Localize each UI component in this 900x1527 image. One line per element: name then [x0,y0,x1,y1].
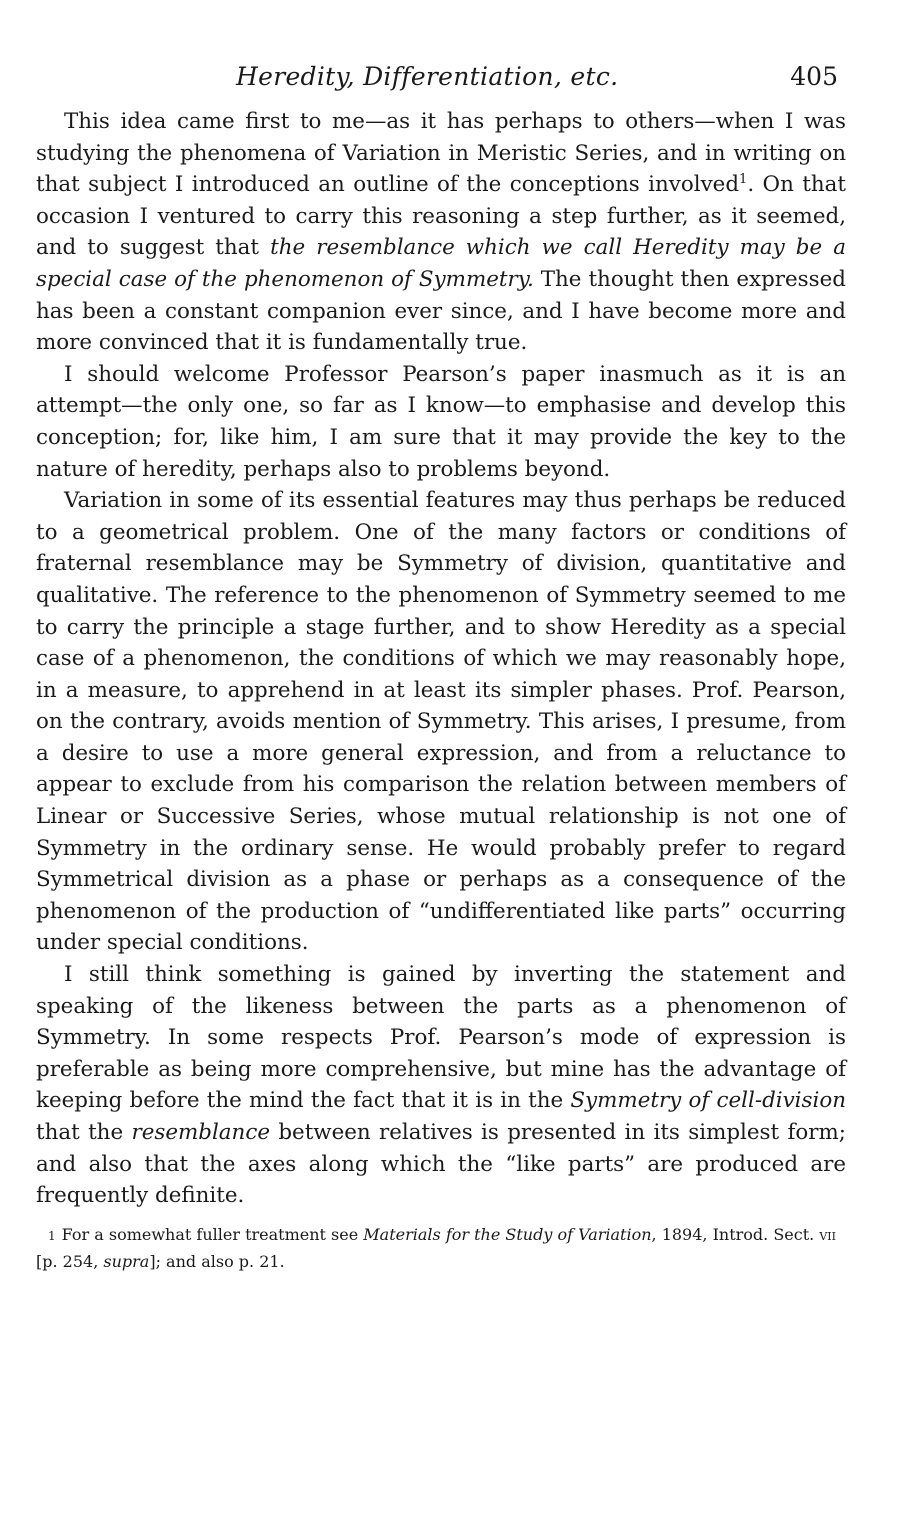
paragraph-4 [36,959,846,1212]
footnote-text-b: , 1894, Introd. Sect. [651,1224,820,1244]
footnote-reference: 1 [739,172,748,188]
paragraph-3: Variation in some of its essential features may thus perhaps be reduced to a geometrical problem. One of the many factors or conditions of fraternal resemblance may be Symmetry of division, quantitative and qualitative. The reference to the phenomenon of Symmetry seemed to me to carry the principle a stage further, and to show Heredity as a special case of a phenomenon, the conditions of which we may reasonably hope, in a measure, to apprehend in at least its simpler phases. Prof. Pearson, on the contrary, avoids mention of Symmetry. This arises, I presume, from a desire to use a more general expression, and from a reluctance to appear to exclude from his comparison the relation between members of Linear or Successive Series, whose mutual relationship is not one of Symmetry in the ordinary sense. He would probably prefer to regard Symmetrical division as a phase or perhaps as a consequence of the phenomenon of the production of “undifferentiated like parts” occurring under special conditions. [36,488,846,956]
paragraph-1 [36,106,846,359]
paragraph-1-text-a: This idea came first to me—as it has perhaps to others—when I was studying the phenomena of Variation in Meristic Series, and in writing on that subject I introduced an outline of the conceptions involved [36,109,846,198]
paragraph-4-italic-2: resemblance [131,1120,270,1145]
paragraph-4-italic-1: Symmetry of cell-division [570,1088,847,1114]
paragraph-4-text-a: I still think something is gained by inverting the statement and speaking of the likeness between the parts as a phenomenon of Symmetry. In some respects Prof. Pearson’s mode of expression is preferable as being more comprehensive, but mine has the advantage of keeping before the mind the fact that it is in the [36,962,846,1114]
paragraph-2: I should welcome Professor Pearson’s paper inasmuch as it is an attempt—the only one, so far as I know—to emphasise and develop this conception; for, like him, I am sure that it may provide the key to the nature of heredity, perhaps also to problems beyond. [36,361,846,482]
page-number: 405 [790,62,838,91]
footnote-section-number: vii [819,1224,836,1244]
footnote-text-c: [p. 254, [36,1251,104,1271]
paragraph-1-text-c: The thought then expressed has been a constant companion ever since, and I have become more and more convinced that it is fundamentally true. [36,266,846,356]
footnote-italic-title: Materials for the Study of Variation [363,1224,652,1244]
page [36,62,846,1291]
paragraph-1-text-b: . On that occasion I ventured to carry this reasoning a step further, as it seemed, and to suggest that [36,172,846,261]
paragraph-4-text-c: between relatives is presented in its simplest form; and also that the axes along which the “like parts” are produced are frequently definite. [36,1120,846,1209]
footnote [36,1222,846,1275]
paragraph-1-italic: the resemblance which we call Heredity may be a special case of the phenomenon of Symmetry. [36,235,846,292]
footnote-supra: supra [103,1251,150,1271]
running-head [36,62,846,106]
footnote-marker: 1 [48,1228,56,1243]
footnote-text-a: For a somewhat fuller treatment see [61,1224,364,1244]
running-title: Heredity, Differentiation, etc. [236,62,619,91]
paragraph-4-text-b: that the [36,1120,132,1145]
footnote-text-d: ]; and also p. 21. [149,1251,285,1271]
